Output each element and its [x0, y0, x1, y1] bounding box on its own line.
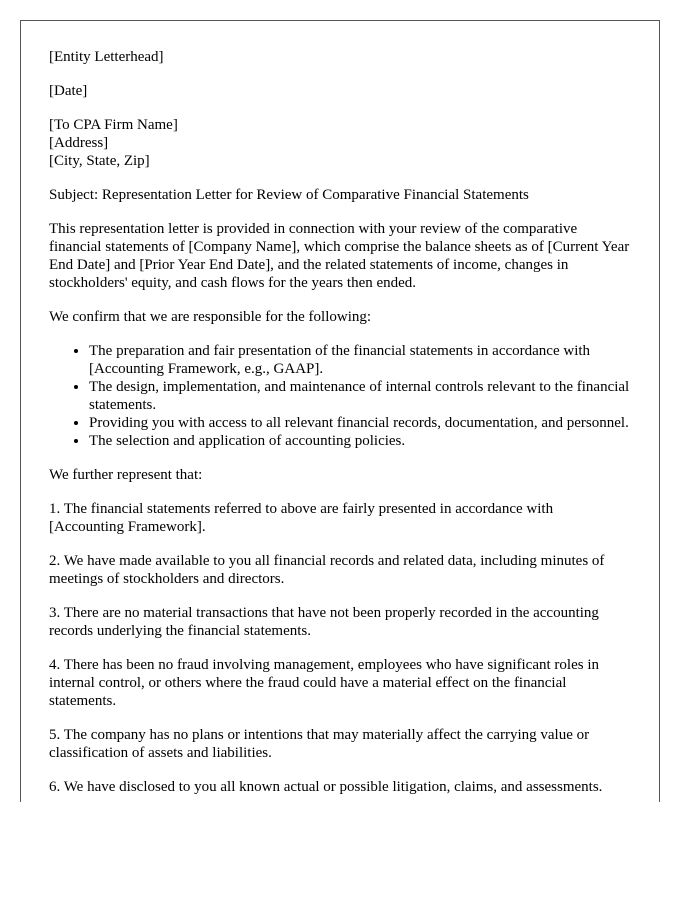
responsibility-item: • The design, implementation, and maintenance of internal controls relevant to the financial statements.: [89, 378, 631, 414]
responsibilities-intro: We confirm that we are responsible for the following:: [49, 309, 372, 325]
responsibility-item: • Providing you with access to all relevant financial records, documentation, and personnel.: [89, 414, 631, 432]
letter-date: [Date]: [49, 83, 88, 99]
representation-item: 6. We have disclosed to you all known actual or possible litigation, claims, and assessments.: [49, 779, 603, 795]
representation-item: 1. The financial statements referred to above are fairly presented in accordance with [Accounting Framework].: [49, 501, 554, 535]
recipient-block: [49, 116, 631, 170]
representation-item: 3. There are no material transactions that have not been properly recorded in the accounting records underlying the financial statements.: [49, 605, 599, 639]
representation-item: 2. We have made available to you all financial records and related data, including minutes of meetings of stockholders and directors.: [49, 553, 605, 587]
representation-item: 5. The company has no plans or intentions that may materially affect the carrying value or classification of assets and liabilities.: [49, 727, 590, 761]
responsibilities-list: [49, 342, 631, 450]
letter-page: [20, 20, 660, 802]
representations-intro: We further represent that:: [49, 467, 203, 483]
responsibility-item: • The selection and application of accounting policies.: [89, 432, 631, 450]
recipient-city: [City, State, Zip]: [49, 153, 150, 169]
intro-paragraph: This representation letter is provided in connection with your review of the comparative financial statements of [Company Name], which comprise the balance sheets as of [Current Year End Date] and [Prior Year End Date], and the related statements of income, changes in stockholders' equity, and cash flows for the years then ended.: [49, 221, 630, 291]
recipient-firm: [To CPA Firm Name]: [49, 117, 178, 133]
recipient-address: [Address]: [49, 135, 109, 151]
letter-body: [21, 21, 659, 796]
letter-subject: Subject: Representation Letter for Review of Comparative Financial Statements: [49, 187, 529, 203]
representation-item: 4. There has been no fraud involving management, employees who have significant roles in internal control, or others where the fraud could have a material effect on the financial statements.: [49, 657, 599, 709]
entity-letterhead: [Entity Letterhead]: [49, 49, 164, 65]
responsibility-item: • The preparation and fair presentation of the financial statements in accordance with [Accounting Framework, e.g., GAAP].: [89, 342, 631, 378]
